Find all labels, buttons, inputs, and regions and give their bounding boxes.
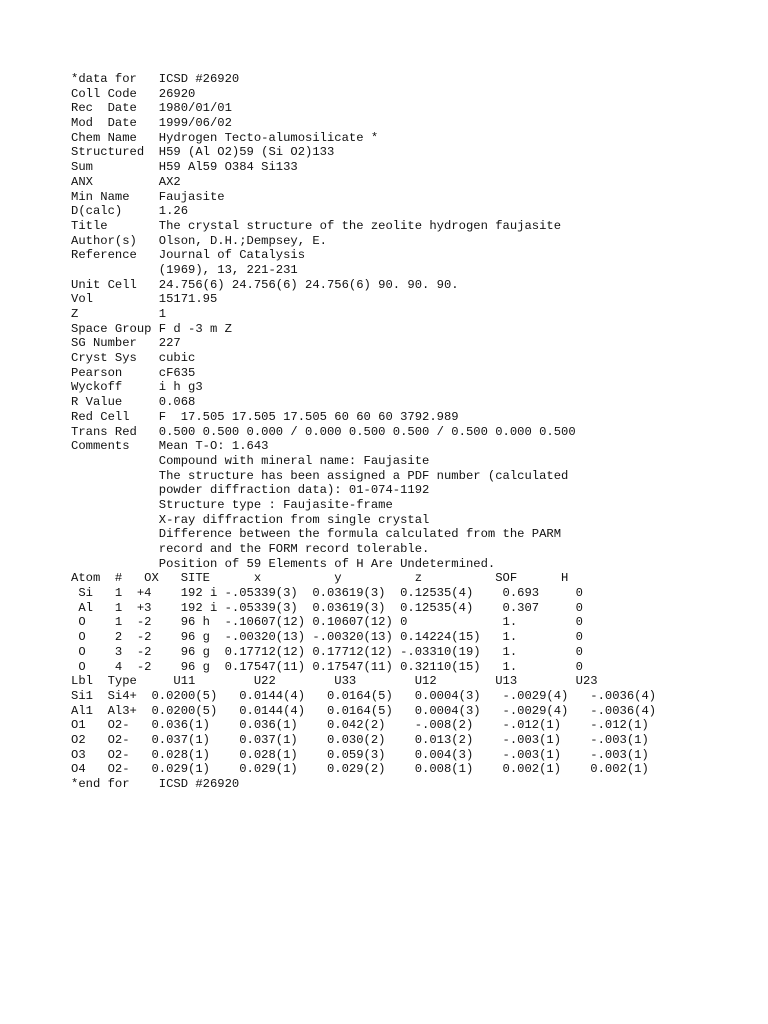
- displacement-table-header: Lbl Type U11 U22 U33 U12 U13 U23: [71, 674, 598, 689]
- record-line: ANX AX2: [71, 174, 181, 189]
- displacement-table-row: Al1 Al3+ 0.0200(5) 0.0144(4) 0.0164(5) 0.0004(3) -.0029(4) -.0036(4): [71, 703, 657, 718]
- displacement-table-row: Si1 Si4+ 0.0200(5) 0.0144(4) 0.0164(5) 0.0004(3) -.0029(4) -.0036(4): [71, 688, 657, 703]
- icsd-record-text: [71, 72, 656, 792]
- record-line: Difference between the formula calculated from the PARM: [71, 527, 562, 542]
- record-line: SG Number 227: [71, 336, 181, 351]
- displacement-table-row: O3 O2- 0.028(1) 0.028(1) 0.059(3) 0.004(3) -.003(1) -.003(1): [71, 747, 649, 762]
- record-line: *data for ICSD #26920: [71, 72, 240, 86]
- record-line: Min Name Faujasite: [71, 189, 225, 204]
- record-line: Cryst Sys cubic: [71, 351, 196, 366]
- record-line: The structure has been assigned a PDF number (calculated: [71, 468, 569, 483]
- record-line: Trans Red 0.500 0.500 0.000 / 0.000 0.500 0.500 / 0.500 0.000 0.500: [71, 424, 576, 439]
- record-line: Position of 59 Elements of H Are Undetermined.: [71, 556, 496, 571]
- record-line: record and the FORM record tolerable.: [71, 542, 430, 556]
- record-line: Wyckoff i h g3: [71, 380, 203, 395]
- atom-table-row: O 1 -2 96 h -.10607(12) 0.10607(12) 0 1. 0: [71, 615, 583, 630]
- record-line: Sum H59 Al59 O384 Si133: [71, 160, 298, 175]
- record-line: Pearson cF635: [71, 365, 196, 380]
- record-line: Mod Date 1999/06/02: [71, 116, 232, 131]
- record-line: Author(s) Olson, D.H.;Dempsey, E.: [71, 233, 327, 248]
- atom-table-row: O 2 -2 96 g -.00320(13) -.00320(13) 0.14224(15) 1. 0: [71, 630, 583, 645]
- record-line: Structured H59 (Al O2)59 (Si O2)133: [71, 145, 335, 160]
- atom-table-row: Si 1 +4 192 i -.05339(3) 0.03619(3) 0.12535(4) 0.693 0: [71, 586, 583, 601]
- displacement-table-row: O1 O2- 0.036(1) 0.036(1) 0.042(2) -.008(2) -.012(1) -.012(1): [71, 718, 649, 733]
- record-line: R Value 0.068: [71, 395, 196, 410]
- displacement-table-row: O4 O2- 0.029(1) 0.029(1) 0.029(2) 0.008(1) 0.002(1) 0.002(1): [71, 762, 649, 777]
- atom-table-row: O 3 -2 96 g 0.17712(12) 0.17712(12) -.03310(19) 1. 0: [71, 644, 583, 659]
- atom-table-row: Al 1 +3 192 i -.05339(3) 0.03619(3) 0.12535(4) 0.307 0: [71, 600, 583, 615]
- record-line: *end for ICSD #26920: [71, 777, 240, 791]
- record-line: powder diffraction data): 01-074-1192: [71, 483, 430, 498]
- record-line: Space Group F d -3 m Z: [71, 321, 232, 336]
- record-line: Reference Journal of Catalysis: [71, 248, 306, 263]
- displacement-table-row: O2 O2- 0.037(1) 0.037(1) 0.030(2) 0.013(2) -.003(1) -.003(1): [71, 732, 649, 747]
- record-line: Compound with mineral name: Faujasite: [71, 453, 430, 468]
- record-line: (1969), 13, 221-231: [71, 262, 298, 277]
- atom-table-row: O 4 -2 96 g 0.17547(11) 0.17547(11) 0.32110(15) 1. 0: [71, 659, 583, 674]
- record-line: Title The crystal structure of the zeolite hydrogen faujasite: [71, 218, 562, 233]
- record-line: Structure type : Faujasite-frame: [71, 497, 393, 512]
- record-line: Vol 15171.95: [71, 292, 218, 307]
- record-line: Comments Mean T-O: 1.643: [71, 439, 269, 454]
- record-line: Chem Name Hydrogen Tecto-alumosilicate *: [71, 130, 379, 145]
- atom-table-header: Atom # OX SITE x y z SOF H: [71, 571, 569, 586]
- record-line: Coll Code 26920: [71, 86, 196, 101]
- record-line: Z 1: [71, 307, 167, 321]
- record-line: Unit Cell 24.756(6) 24.756(6) 24.756(6) 90. 90. 90.: [71, 277, 459, 292]
- record-line: Rec Date 1980/01/01: [71, 101, 232, 116]
- record-line: D(calc) 1.26: [71, 204, 189, 219]
- record-line: X-ray diffraction from single crystal: [71, 512, 430, 527]
- record-line: Red Cell F 17.505 17.505 17.505 60 60 60 3792.989: [71, 409, 459, 424]
